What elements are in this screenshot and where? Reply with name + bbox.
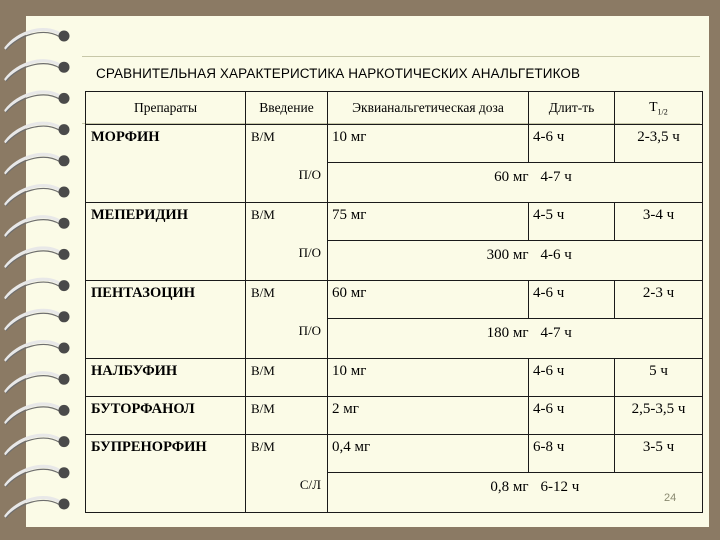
binding-ring	[6, 373, 60, 391]
binding-ring	[6, 217, 60, 235]
binding-ring	[6, 123, 60, 141]
table-row	[86, 203, 703, 241]
halflife-cell: 2-3 ч	[615, 281, 703, 319]
route-cell: В/М	[246, 359, 328, 397]
table-row	[86, 281, 703, 319]
binding-hole	[59, 93, 70, 104]
page-number: 24	[664, 492, 677, 504]
binding-ring	[6, 248, 60, 266]
binding-hole	[59, 187, 70, 198]
table-row	[86, 359, 703, 397]
analgesics-table	[85, 91, 703, 513]
binding-hole	[59, 280, 70, 291]
header-dose: Эквианальгетическая доза	[328, 92, 529, 125]
drug-name: МОРФИН	[86, 125, 246, 203]
header-duration: Длит-ть	[529, 92, 615, 125]
drug-name: БУПРЕНОРФИН	[86, 435, 246, 513]
route-cell: В/М	[246, 435, 328, 473]
binding-ring	[6, 61, 60, 79]
binding-hole	[59, 499, 70, 510]
route-cell: В/М	[246, 397, 328, 435]
duration-cell: 4-6 ч	[529, 359, 615, 397]
drug-name: ПЕНТАЗОЦИН	[86, 281, 246, 359]
duration-cell: 4-6 ч	[529, 241, 703, 281]
binding-hole	[59, 343, 70, 354]
route-cell: В/М	[246, 125, 328, 163]
binding-hole	[59, 62, 70, 73]
duration-cell: 4-7 ч	[529, 163, 703, 203]
route-cell: В/М	[246, 203, 328, 241]
drug-name: МЕПЕРИДИН	[86, 203, 246, 281]
binding-ring	[6, 498, 60, 516]
binding-ring	[6, 186, 60, 204]
binding-ring	[6, 404, 60, 422]
binding-ring	[6, 154, 60, 172]
halflife-cell: 2-3,5 ч	[615, 125, 703, 163]
binding-hole	[59, 124, 70, 135]
binding-hole	[59, 31, 70, 42]
table-row	[86, 435, 703, 473]
halflife-cell: 2,5-3,5 ч	[615, 397, 703, 435]
dose-cell: 75 мг	[328, 203, 529, 241]
duration-cell: 4-7 ч	[529, 319, 703, 359]
binding-hole	[59, 311, 70, 322]
dose-cell: 60 мг	[328, 163, 529, 203]
table-row	[86, 125, 703, 163]
binding-hole	[59, 405, 70, 416]
dose-cell: 180 мг	[328, 319, 529, 359]
binding-ring	[6, 435, 60, 453]
header-halflife: $Т_{1/2}$	[615, 92, 703, 125]
dose-cell: 2 мг	[328, 397, 529, 435]
route-cell: П/О	[246, 163, 328, 203]
table-row	[86, 397, 703, 435]
dose-cell: 60 мг	[328, 281, 529, 319]
slide-title: СРАВНИТЕЛЬНАЯ ХАРАКТЕРИСТИКА НАРКОТИЧЕСКИХ АНАЛЬГЕТИКОВ	[96, 66, 581, 81]
binding-ring	[6, 279, 60, 297]
header-route: Введение	[246, 92, 328, 125]
duration-cell: 6-8 ч	[529, 435, 615, 473]
binding-ring	[6, 30, 60, 48]
route-cell: П/О	[246, 319, 328, 359]
binding-ring	[6, 310, 60, 328]
binding-ring	[6, 342, 60, 360]
dose-cell: 300 мг	[328, 241, 529, 281]
drug-name: БУТОРФАНОЛ	[86, 397, 246, 435]
dose-cell: 0,4 мг	[328, 435, 529, 473]
duration-cell: 4-6 ч	[529, 281, 615, 319]
halflife-cell: 5 ч	[615, 359, 703, 397]
duration-cell: 4-5 ч	[529, 203, 615, 241]
header-drug: Препараты	[86, 92, 246, 125]
binding-hole	[59, 155, 70, 166]
dose-cell: 10 мг	[328, 125, 529, 163]
dose-cell: 10 мг	[328, 359, 529, 397]
duration-cell: 4-6 ч	[529, 397, 615, 435]
duration-cell: 6-12 ч	[529, 473, 703, 513]
route-cell: П/О	[246, 241, 328, 281]
dose-cell: 0,8 мг	[328, 473, 529, 513]
halflife-cell: 3-5 ч	[615, 435, 703, 473]
route-cell: В/М	[246, 281, 328, 319]
binding-ring	[6, 92, 60, 110]
spiral-binding	[0, 0, 80, 540]
duration-cell: 4-6 ч	[529, 125, 615, 163]
top-rule	[82, 56, 700, 57]
route-cell: С/Л	[246, 473, 328, 513]
binding-hole	[59, 249, 70, 260]
halflife-cell: 3-4 ч	[615, 203, 703, 241]
header-row	[86, 92, 703, 125]
binding-ring	[6, 466, 60, 484]
binding-hole	[59, 436, 70, 447]
binding-hole	[59, 218, 70, 229]
binding-hole	[59, 374, 70, 385]
drug-name: НАЛБУФИН	[86, 359, 246, 397]
binding-hole	[59, 467, 70, 478]
